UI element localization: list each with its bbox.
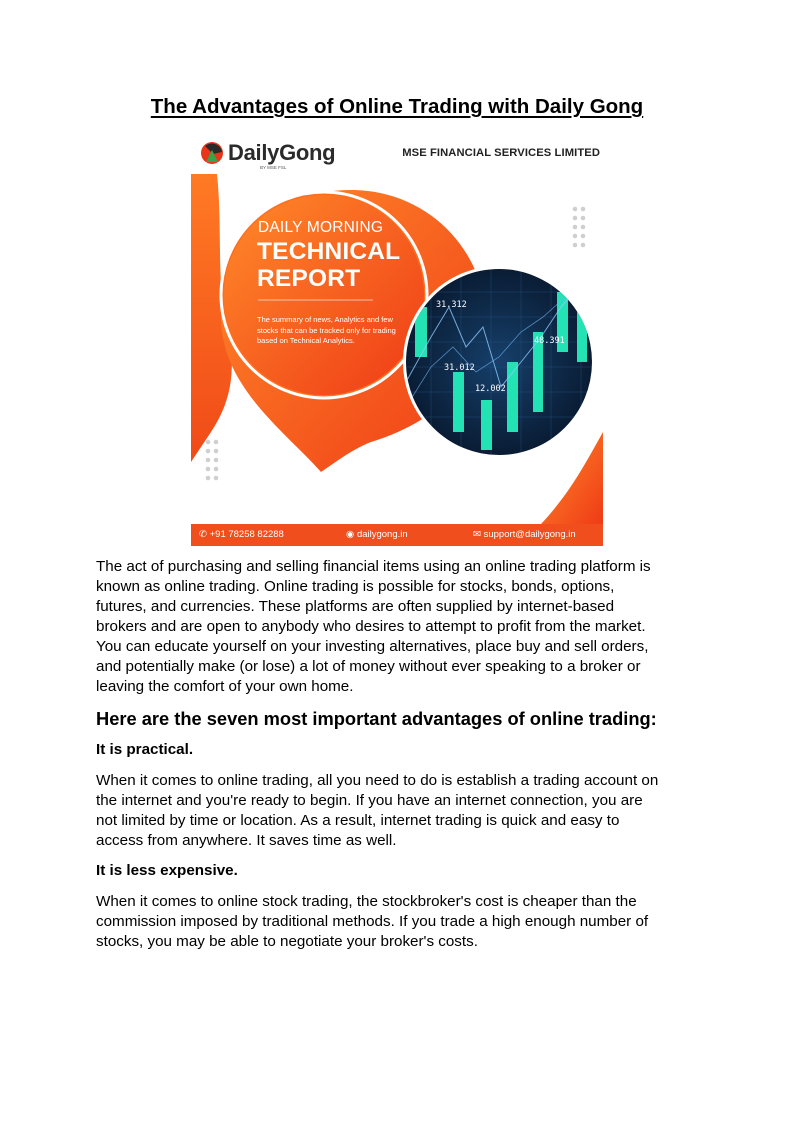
phone-number: +91 78258 82288 bbox=[209, 529, 284, 540]
paragraph-line: access from anywhere. It saves time as well. bbox=[96, 832, 397, 849]
mail-icon: ✉ bbox=[473, 529, 481, 540]
intro-paragraph bbox=[96, 557, 696, 697]
chart-label: 12.002 bbox=[475, 384, 506, 394]
right-orange-shape bbox=[541, 432, 603, 524]
advantage-heading: It is less expensive. bbox=[96, 862, 238, 879]
paragraph-line: the internet and you're ready to begin. If you have an internet connection, you are bbox=[96, 792, 643, 809]
dailygong-logo-icon bbox=[201, 142, 223, 164]
logo-subtext: BY MSE FSL bbox=[260, 165, 287, 170]
logo-text: DailyGong bbox=[228, 140, 336, 165]
website-contact bbox=[346, 529, 408, 540]
banner-footer bbox=[191, 524, 603, 546]
chart-label: 70.1 bbox=[562, 280, 583, 290]
paragraph-line: When it comes to online stock trading, the stockbroker's cost is cheaper than the bbox=[96, 893, 637, 910]
candle bbox=[453, 372, 464, 432]
paragraph-line: When it comes to online trading, all you need to do is establish a trading account on bbox=[96, 772, 659, 789]
paragraph-line: leaving the comfort of your own home. bbox=[96, 678, 354, 695]
email-address: support@dailygong.in bbox=[483, 529, 576, 540]
paragraph-line: brokers and are open to anybody who desires to attempt to profit from the market. bbox=[96, 618, 646, 635]
dot-grid-top-right bbox=[573, 207, 586, 248]
website-url: dailygong.in bbox=[356, 529, 408, 540]
chart-label: 31.312 bbox=[436, 300, 467, 310]
paragraph-line: stocks, you may be able to negotiate your broker's costs. bbox=[96, 933, 478, 950]
dot-grid-bottom-left bbox=[206, 440, 219, 481]
phone-contact bbox=[199, 529, 284, 540]
advantage-paragraph bbox=[96, 771, 696, 851]
paragraph-line: futures, and currencies. These platforms are often supplied by internet-based bbox=[96, 598, 615, 615]
email-contact bbox=[473, 529, 576, 540]
banner-headline bbox=[257, 238, 400, 292]
headline-line: REPORT bbox=[257, 265, 361, 292]
paragraph-line: commission imposed by traditional methods. If you trade a high enough number of bbox=[96, 913, 649, 930]
section-heading: Here are the seven most important advantages of online trading: bbox=[96, 708, 657, 729]
technical-report-banner bbox=[191, 132, 603, 546]
paragraph-line: You can educate yourself on your investing alternatives, place buy and sell orders, bbox=[96, 638, 649, 655]
banner-summary: The summary of news, Analytics and few stocks that can be tracked only for trading based on Technical Analytics. bbox=[257, 315, 396, 345]
paragraph-line: known as online trading. Online trading is possible for stocks, bonds, options, bbox=[96, 578, 615, 595]
chart-label: 48.391 bbox=[534, 336, 565, 346]
company-name: MSE FINANCIAL SERVICES LIMITED bbox=[402, 147, 600, 159]
paragraph-line: The act of purchasing and selling financial items using an online trading platform is bbox=[96, 558, 651, 575]
phone-icon: ✆ bbox=[199, 529, 207, 540]
paragraph-line: and potentially make (or lose) a lot of money without ever speaking to a broker or bbox=[96, 658, 641, 675]
document-title: The Advantages of Online Trading with Daily Gong bbox=[150, 95, 644, 118]
headline-line: TECHNICAL bbox=[257, 238, 401, 265]
advantage-heading: It is practical. bbox=[96, 741, 194, 758]
globe-icon: ◉ bbox=[346, 529, 355, 540]
paragraph-line: not limited by time or location. As a result, internet trading is quick and easy to bbox=[96, 812, 620, 829]
advantage-paragraph bbox=[96, 892, 696, 952]
chart-label: 31.012 bbox=[444, 363, 475, 373]
candle bbox=[481, 400, 492, 450]
banner-eyebrow: DAILY MORNING bbox=[258, 219, 384, 236]
